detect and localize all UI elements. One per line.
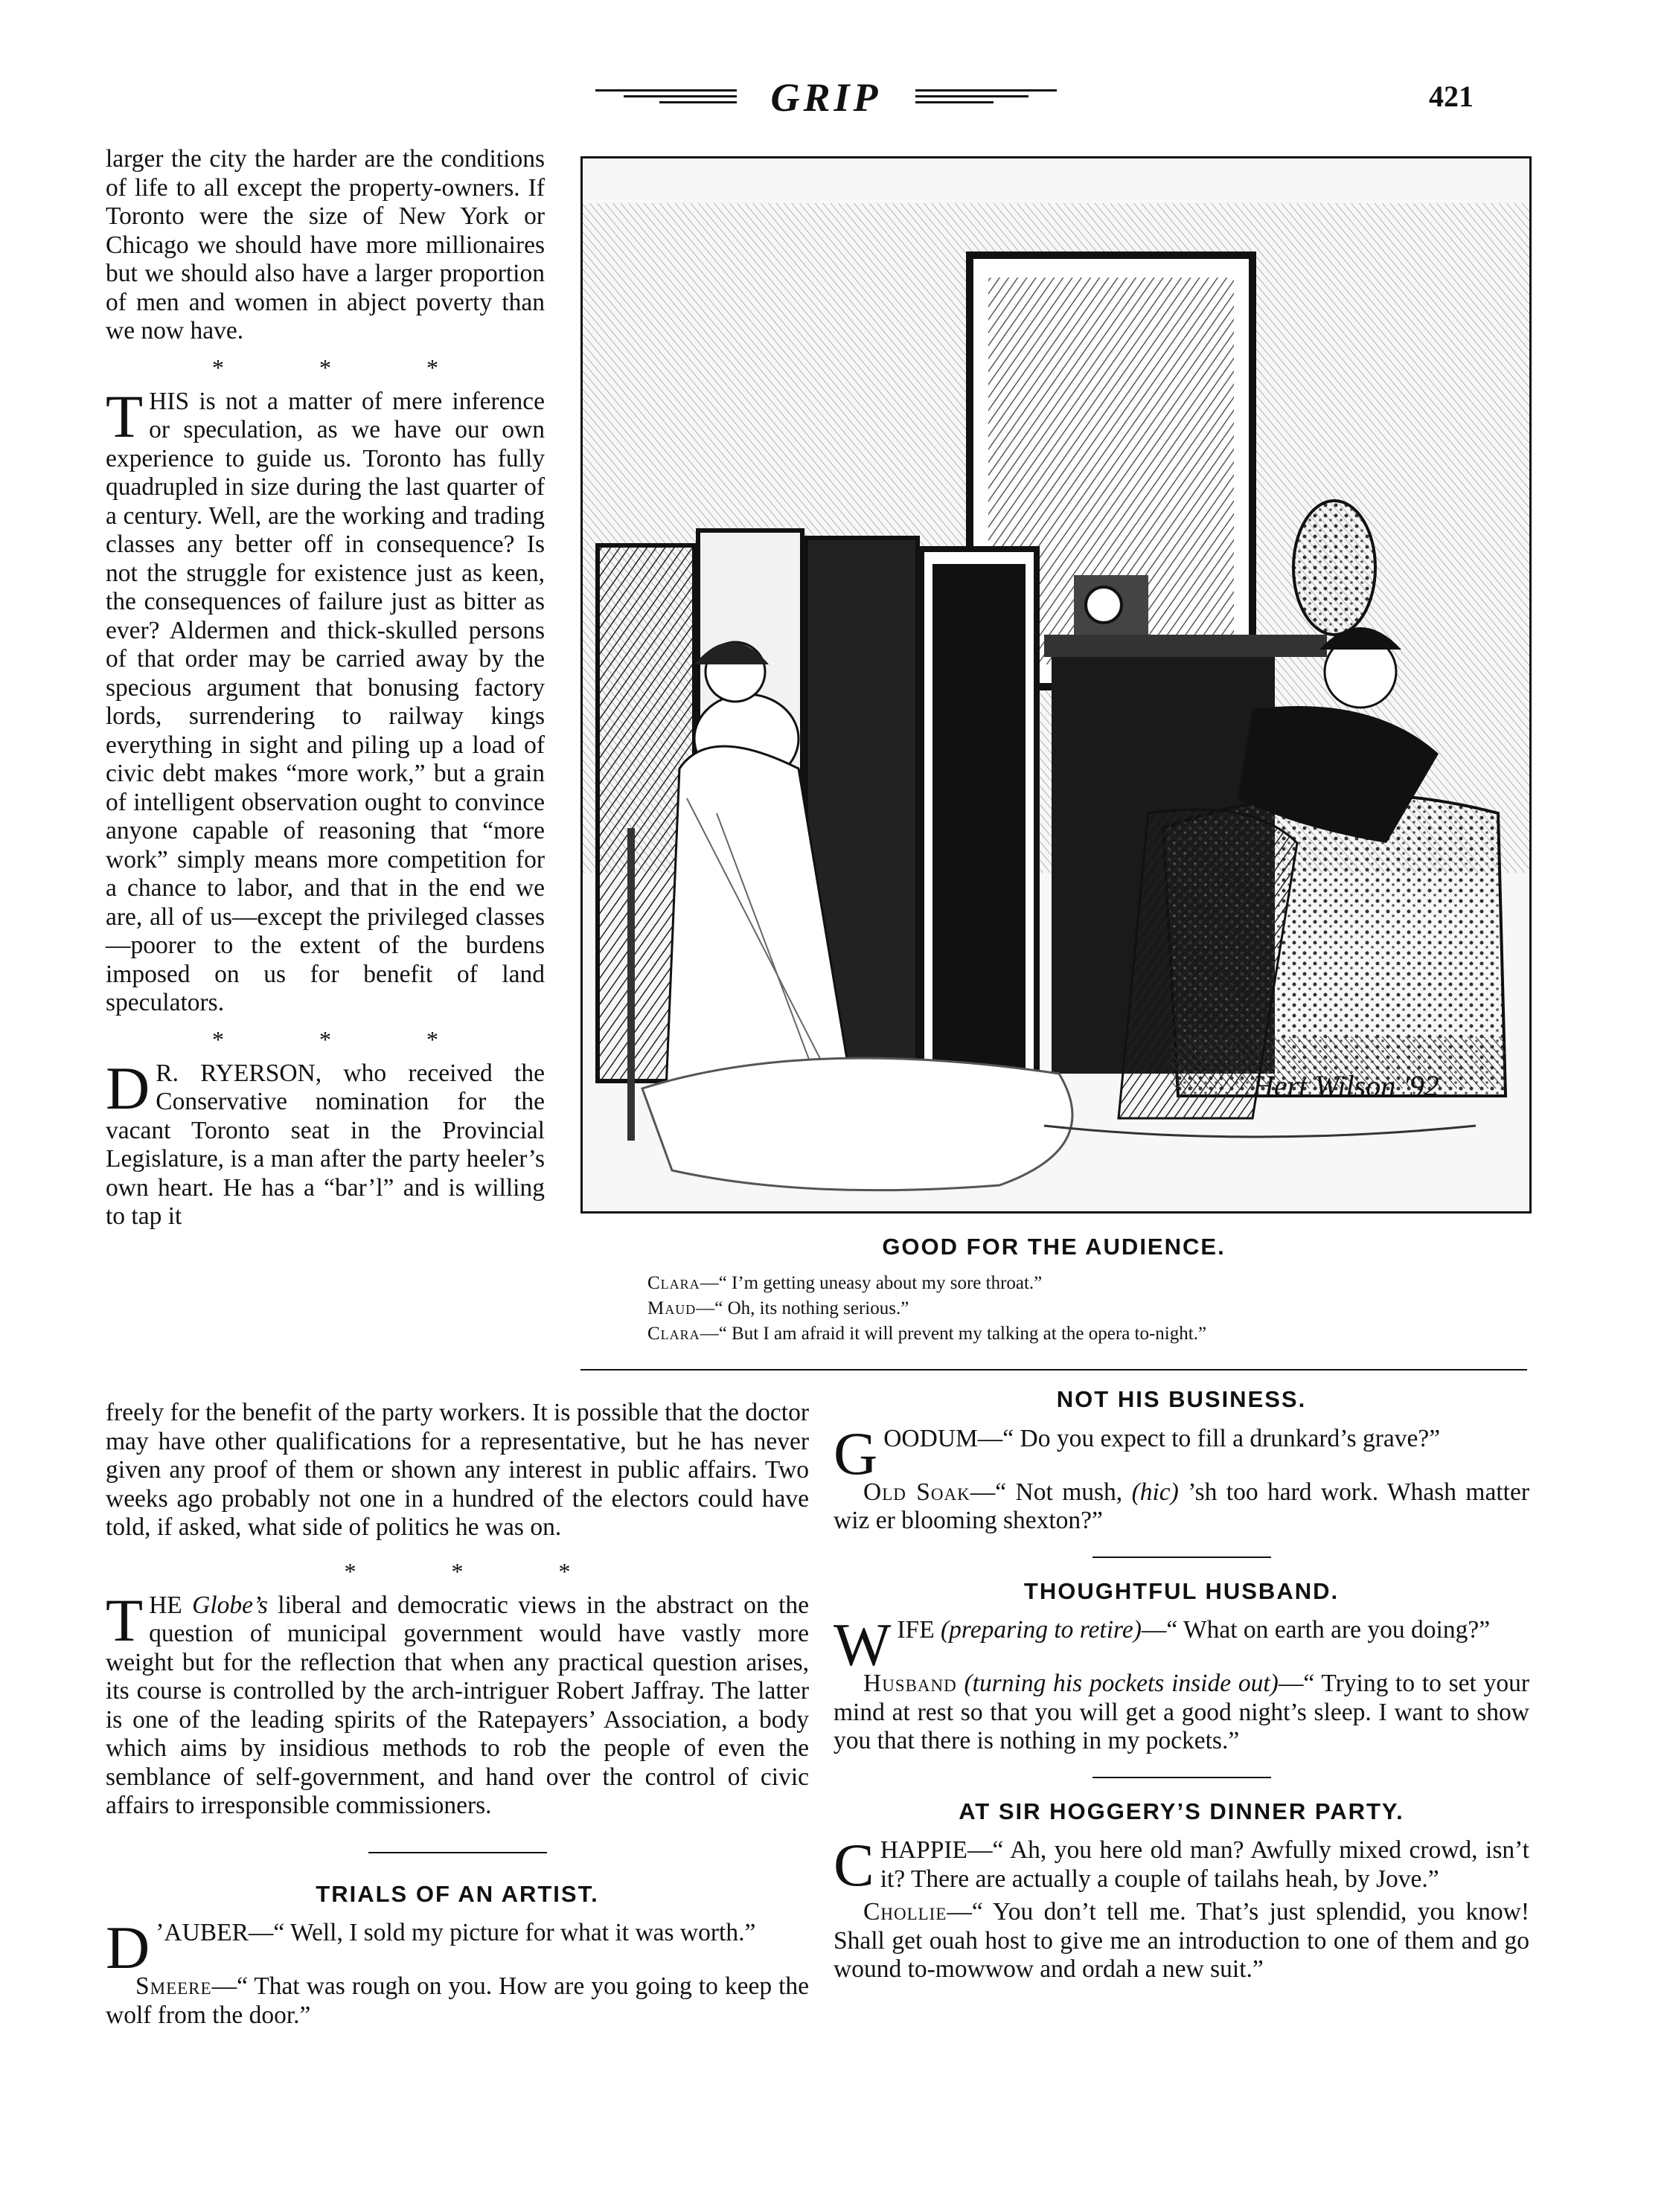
section-title-dinner-party: AT SIR HOGGERY’S DINNER PARTY. <box>959 1798 1404 1824</box>
masthead-rule-right <box>915 89 1057 106</box>
wide-left-column <box>106 1399 809 2034</box>
section-title-thoughtful-husband: THOUGHTFUL HUSBAND. <box>1023 1577 1340 1604</box>
caption-speaker: Clara <box>647 1324 700 1344</box>
illustration-drawing <box>583 158 1529 1211</box>
drop-cap: D <box>106 1914 150 1981</box>
section-divider <box>368 1852 547 1853</box>
dialogue-text: ’AUBER—“ Well, I sold my picture for what it was worth.” <box>156 1919 756 1946</box>
left-column <box>106 145 545 1236</box>
drop-cap: T <box>106 1586 144 1654</box>
dialogue-chollie <box>834 1898 1529 1984</box>
paragraph-text: HE <box>149 1591 193 1619</box>
dialogue-wife <box>834 1611 1529 1679</box>
drop-cap: C <box>834 1831 874 1899</box>
dialogue-text: —“ That was rough on you. How are you going to keep the wolf from the door.” <box>106 1972 809 2029</box>
right-column <box>834 1385 1529 1989</box>
artist-signature: Hert Wilson '92 <box>1252 1069 1439 1103</box>
stage-direction: (preparing to retire) <box>941 1616 1142 1644</box>
section-divider <box>1092 1557 1271 1558</box>
paragraph-text: liberal and democratic views in the abstract on the question of municipal government would have vastly more weight but for the reflection that when any practical question arises, its course is controlled by the arch-intriguer Robert Jaffray. The latter is one of the leading spirits of the Ratepayers’ Association, a body which aims by insidious methods to rob the people of even the semblance of self-government, and hand over the control of civic affairs to irresponsible commissioners. <box>106 1591 810 1819</box>
caption-line <box>580 1321 1527 1347</box>
dialogue-old-soak <box>834 1478 1529 1536</box>
dialogue-speaker: Smeere <box>135 1972 212 2000</box>
dialogue-aside: (hic) <box>1131 1478 1179 1506</box>
paragraph-text: R. RYERSON, who received the Conservative nomination for the vacant Toronto seat in the Provincial Legislature, is a man after the party heeler’s own heart. He has a “bar’l” and is willing to tap it <box>106 1059 545 1230</box>
dialogue-text: —“ Not mush, <box>970 1478 1132 1506</box>
dialogue-chappie <box>834 1831 1529 1899</box>
dialogue-text: OODUM—“ Do you expect to fill a drunkard’s grave?” <box>883 1424 1441 1452</box>
drop-cap: W <box>834 1611 892 1679</box>
drop-cap: D <box>106 1054 150 1122</box>
dialogue-goodum <box>834 1419 1529 1487</box>
section-title-not-his-business: NOT HIS BUSINESS. <box>1056 1386 1307 1412</box>
masthead <box>580 74 1072 119</box>
dialogue-smeere <box>106 1972 809 2030</box>
caption-title: GOOD FOR THE AUDIENCE. <box>882 1234 1226 1260</box>
caption-line <box>580 1296 1527 1321</box>
caption-dialogue: —“ I’m getting uneasy about my sore throat.” <box>700 1273 1043 1293</box>
dialogue-text: —“ You don’t tell me. That’s just splendid, you know! Shall get ouah host to give me an introduction to one of them and go wound to-mowwow and ordah a new suit.” <box>834 1898 1529 1983</box>
dialogue-text: —“ What on earth are you doing?” <box>1141 1616 1491 1644</box>
section-divider <box>1092 1777 1271 1778</box>
dialogue-speaker: Chollie <box>863 1898 947 1926</box>
caption-dialogue: —“ But I am afraid it will prevent my talking at the opera to-night.” <box>700 1324 1207 1344</box>
section-title-trials: TRIALS OF AN ARTIST. <box>316 1880 599 1907</box>
caption-divider <box>580 1369 1527 1371</box>
paragraph-city-conditions: larger the city the harder are the conditions of life to all except the property-owners. If Toronto were the size of New York or Chicago we should have more millionaires but we should also have a larger proportion of men and women in abject poverty than we now have. <box>106 145 545 344</box>
dialogue-text: —“ Trying to to set your mind at rest so that you will get a good night’s sleep. I want to show you that there is nothing in my pockets.” <box>834 1670 1530 1754</box>
caption-speaker: Clara <box>647 1273 700 1293</box>
stage-direction: (turning his pockets inside out) <box>964 1670 1279 1697</box>
newspaper-name: Globe’s <box>192 1591 268 1619</box>
dialogue-speaker: Old Soak <box>863 1478 970 1506</box>
illustration-engraving <box>580 156 1532 1214</box>
dialogue-speaker: Husband <box>863 1670 957 1697</box>
dialogue-text: IFE <box>897 1616 941 1644</box>
caption-line <box>580 1271 1527 1296</box>
section-stars: * * * <box>212 353 483 381</box>
paragraph-text: HIS is not a matter of mere inference or speculation, as we have our own experience to guide us. Toronto has fully quadrupled in size during the last quarter of a century. Well, are the working and trading classes any better off in consequence? Is not the struggle for existence just as keen, the consequences of failure just as bitter as ever? Aldermen and thick-skulled persons of that order may be carried away by the specious argument that bonusing factory lords, surrendering to railway kings everything in sight and piling up a load of civic debt makes “more work,” but a grain of intelligent observation ought to convince anyone capable of reasoning that “more work” simply means more competition for a chance to labor, and that in the end we are, all of us—except the privileged classes—poorer to the extent of the burdens imposed on us for benefit of land speculators. <box>106 387 545 1016</box>
paragraph-ryerson-continued: freely for the benefit of the party workers. It is possible that the doctor may have other qualifications for a representative, but he has never given any proof of them or shown any interest in public affairs. Two weeks ago probably not one in a hundred of the electors could have told, if asked, what side of politics he was on. <box>106 1399 809 1541</box>
drop-cap: G <box>834 1419 878 1487</box>
dialogue-text: ’sh too hard work. Whash matter wiz er blooming shexton?” <box>834 1478 1530 1534</box>
caption-speaker: Maud <box>647 1298 697 1318</box>
paragraph-toronto-growth <box>106 382 545 1018</box>
page-number: 421 <box>1429 80 1474 113</box>
section-stars: * * * <box>212 1025 483 1053</box>
paragraph-ryerson <box>106 1054 545 1231</box>
dialogue-dauber <box>106 1914 809 1981</box>
illustration-caption <box>580 1234 1527 1347</box>
section-stars: * * * <box>344 1557 615 1585</box>
paragraph-globe <box>106 1586 810 1821</box>
masthead-title: GRIP <box>770 75 882 120</box>
caption-dialogue: —“ Oh, its nothing serious.” <box>696 1298 909 1318</box>
dialogue-text: HAPPIE—“ Ah, you here old man? Awfully mixed crowd, isn’t it? There are actually a couple of tailahs heah, by Jove.” <box>880 1836 1529 1893</box>
drop-cap: T <box>106 382 144 450</box>
dialogue-husband <box>834 1670 1529 1756</box>
